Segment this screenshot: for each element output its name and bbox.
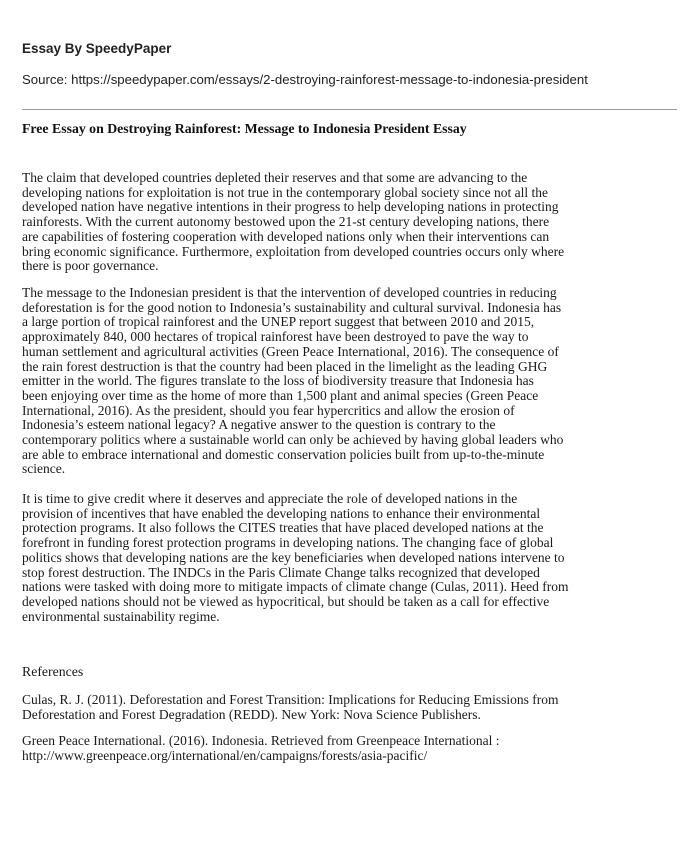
paragraph-line: contemporary politics where a sustainable world can only be achieved by having global leaders who bbox=[22, 432, 564, 448]
paragraph-line: are capabilities of fostering cooperation with developed nations only when their interventions can bbox=[22, 228, 550, 244]
paragraph-line: environmental sustainability regime. bbox=[22, 608, 220, 624]
header-title: Essay By SpeedyPaper bbox=[22, 41, 172, 56]
paragraph-line: The message to the Indonesian president is that the intervention of developed countries in reducing bbox=[22, 285, 557, 300]
paragraph-line: developed nations should not be viewed as hypocritical, but should be taken as a call for effective bbox=[22, 593, 550, 609]
essay-paragraph bbox=[22, 492, 682, 624]
paragraph-line: It is time to give credit where it deserves and appreciate the role of developed nations in the bbox=[22, 491, 518, 506]
reference-line: Deforestation and Forest Degradation (REDD). New York: Nova Science Publishers. bbox=[22, 706, 481, 722]
paragraph-line: are able to embrace international and domestic conservation policies built from up-to-the-minute bbox=[22, 446, 545, 462]
reference-line: Green Peace International. (2016). Indonesia. Retrieved from Greenpeace International : bbox=[22, 733, 500, 748]
paragraph-line: science. bbox=[22, 461, 66, 477]
paragraph-line: nations were tasked with doing more to mitigate impacts of climate change (Culas, 2011). Heed from bbox=[22, 579, 569, 595]
essay-title: Free Essay on Destroying Rainforest: Message to Indonesia President Essay bbox=[22, 121, 467, 136]
reference-item bbox=[22, 693, 682, 722]
paragraph-line: provision of incentives that have enabled the developing nations to enhance their environmental bbox=[22, 505, 541, 521]
paragraph-line: been enjoying over time as the home of more than 1,500 plant and animal species (Green Peace bbox=[22, 387, 539, 403]
paragraph-line: protection programs. It also follows the CITES treaties that have placed developed nations at the bbox=[22, 520, 544, 536]
paragraph-line: there is poor governance. bbox=[22, 258, 159, 274]
essay-paragraph bbox=[22, 171, 682, 274]
paragraph-line: Indonesia’s esteem national legacy? A negative answer to the question is contrary to the bbox=[22, 417, 496, 433]
paragraph-line: approximately 840, 000 hectares of tropical rainforest have been destroyed to pave the way to bbox=[22, 329, 529, 345]
header-divider bbox=[22, 109, 677, 110]
reference-line: Culas, R. J. (2011). Deforestation and Forest Transition: Implications for Reducing Emissions from bbox=[22, 692, 559, 707]
paragraph-line: The claim that developed countries depleted their reserves and that some are advancing to the bbox=[22, 170, 528, 185]
paragraph-line: developed nation have negative intentions in their progress to help developing nations in protecting bbox=[22, 199, 559, 215]
reference-item bbox=[22, 734, 682, 763]
paragraph-line: International, 2016). As the president, should you fear hypercritics and allow the erosion of bbox=[22, 402, 515, 418]
references-heading: References bbox=[22, 664, 84, 679]
paragraph-line: stop forest destruction. The INDCs in the Paris Climate Change talks recognized that developed bbox=[22, 564, 540, 580]
paragraph-line: rainforests. With the current autonomy bestowed upon the 21-st century developing nations, there bbox=[22, 214, 550, 230]
essay-paragraph bbox=[22, 286, 682, 477]
paragraph-line: politics shows that developing nations are the key beneficiaries when developed nations intervene to bbox=[22, 549, 565, 565]
source-line: Source: https://speedypaper.com/essays/2-destroying-rainforest-message-to-indonesia-president bbox=[22, 72, 588, 87]
paragraph-line: human settlement and agricultural activities (Green Peace International, 2016). The consequence of bbox=[22, 343, 559, 359]
paragraph-line: developing nations for exploitation is not true in the contemporary global society since not all the bbox=[22, 184, 548, 200]
paragraph-line: a large portion of tropical rainforest and the UNEP report suggest that between 2010 and 2015, bbox=[22, 314, 535, 330]
paragraph-line: forefront in funding forest protection programs in developing nations. The changing face of global bbox=[22, 535, 554, 551]
reference-url: http://www.greenpeace.org/international/en/campaigns/forests/asia-pacific/ bbox=[22, 747, 428, 763]
paragraph-line: deforestation is for the good notion to Indonesia’s sustainability and cultural survival. Indonesia has bbox=[22, 299, 562, 315]
paragraph-line: emitter in the world. The figures translate to the loss of biodiversity treasure that Indonesia has bbox=[22, 373, 534, 389]
paragraph-line: the rain forest destruction is that the country had been placed in the limelight as the leading GHG bbox=[22, 358, 548, 374]
paragraph-line: bring economic significance. Furthermore, exploitation from developed countries occurs only where bbox=[22, 243, 565, 259]
